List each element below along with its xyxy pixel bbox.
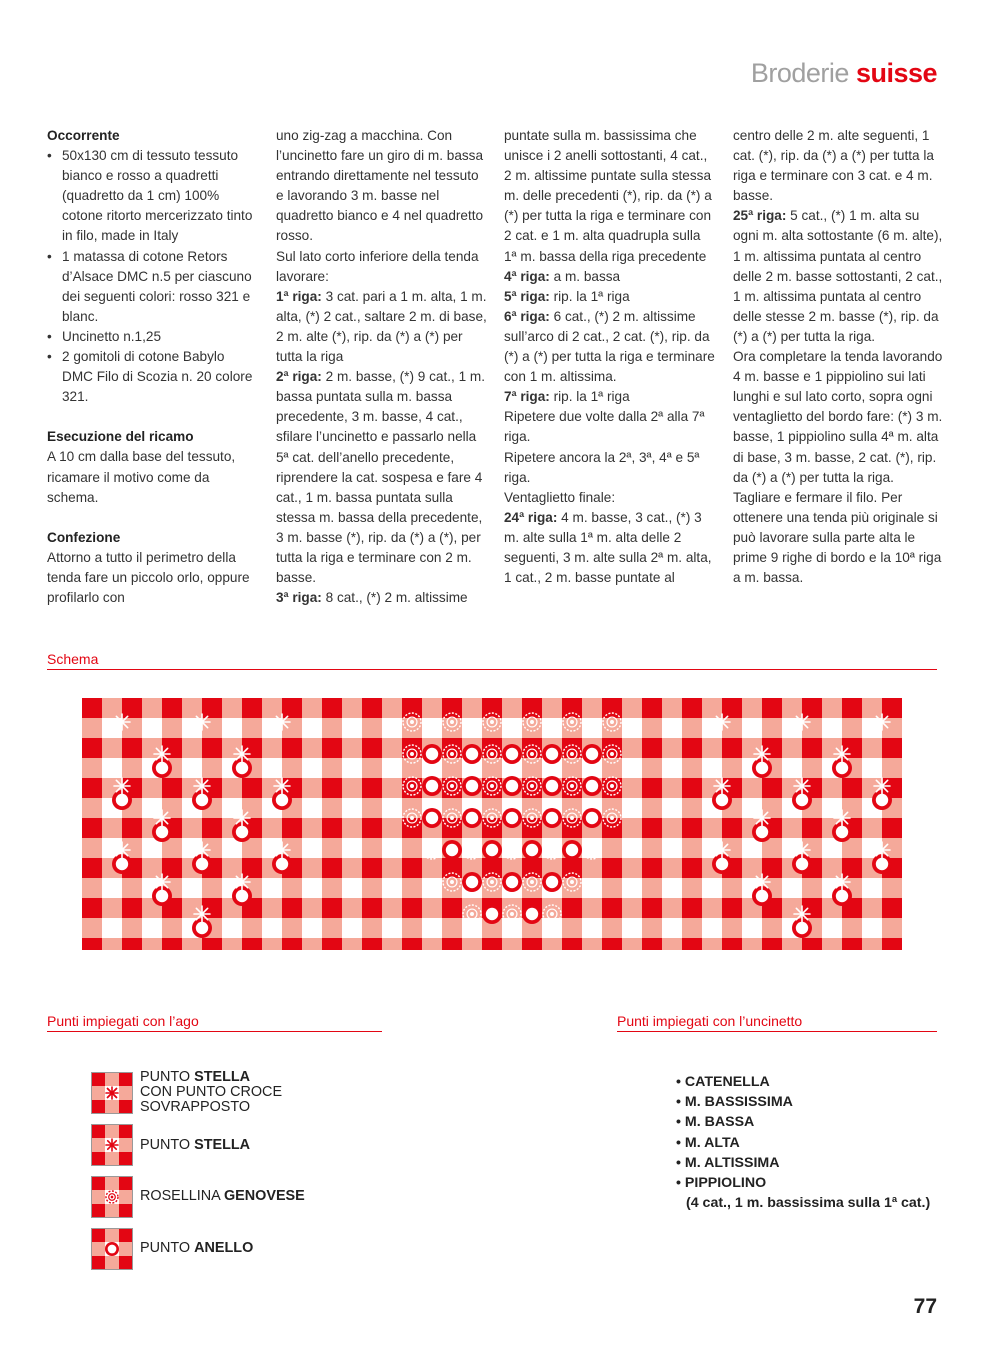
list-item: • Uncinetto n.1,25 <box>47 327 253 347</box>
list-item: • M. ALTISSIMA <box>676 1154 780 1171</box>
paragraph: Ventaglietto finale: <box>504 489 616 505</box>
column-2 <box>276 126 488 608</box>
list-item: • CATENELLA <box>676 1074 770 1090</box>
row-instruction: 3ª riga: 8 cat., (*) 2 m. altissime <box>276 590 468 606</box>
legend-label-ring: PUNTO ANELLO <box>140 1240 254 1256</box>
ago-section-label: Punti impiegati con l’ago <box>47 1013 199 1029</box>
list-item: • 50x130 cm di tessuto tessuto bianco e rosso a quadretti (quadretto da 1 cm) 100% cotone ritorto mercerizzato tinto in filo, made in Italy <box>47 146 253 246</box>
ring-icon <box>91 1228 133 1270</box>
paragraph: Ripetere ancora la 2ª, 3ª, 4ª e 5ª riga. <box>504 449 700 485</box>
rosette-icon <box>91 1176 133 1218</box>
paragraph: Ora completare la tenda lavorando 4 m. basse e 1 pippiolino sui lati lunghi e sul lato corto, sopra ogni ventaglietto del bordo fare: (*) 3 m. basse, 1 pippiolino sulla 4ª m. alta di base, 3 m. basse, 2 cat. (*), rip. da (*) a (*) per tutta la riga. Tagliare e fermare il filo. Per ottenere una tenda più originale si può lavorare sulla parte alta le prime 9 righe di bordo e la 10ª riga a m. bassa. <box>733 349 943 586</box>
paragraph: centro delle 2 m. alte seguenti, 1 cat. (*), rip. da (*) a (*) per tutta la riga e terminare con 3 cat. e 4 m. basse. <box>733 128 934 204</box>
paragraph: uno zig-zag a macchina. Con l’uncinetto fare un giro di m. bassa entrando direttamente nel tessuto e lavorando 3 m. basse nel quadretto bianco e 4 nel quadretto rosso. <box>276 128 484 244</box>
list-item: (4 cat., 1 m. bassissima sulla 1ª cat.) <box>686 1195 931 1212</box>
ago-rule <box>47 1031 382 1032</box>
column-3 <box>504 126 716 588</box>
legend-label-rosette: ROSELLINA GENOVESE <box>140 1188 305 1204</box>
confezione-heading: Confezione <box>47 529 121 545</box>
paragraph: puntate sulla m. bassissima che unisce i 2 anelli sottostanti, 4 cat., 2 m. altissime puntate sulla stessa m. delle precedenti (*), rip. da (*) a (*) per tutta la riga e terminare con 2 cat. e 1 m. alta quadrupla sulla 1ª m. bassa della riga precedente <box>504 128 712 264</box>
row-instruction: 25ª riga: 5 cat., (*) 1 m. alta su ogni m. alta sottostante (6 m. alte), 1 m. altissima puntata al centro delle 2 m. basse sottostanti, 2 cat., 1 m. altissima puntata al centro delle stesse 2 m. basse (*), rip. da (*) a (*) per tutta la riga. <box>733 208 943 344</box>
paragraph: Sul lato corto inferiore della tenda lavorare: <box>276 248 479 284</box>
row-instruction: 5ª riga: rip. la 1ª riga <box>504 288 630 304</box>
list-item: • M. BASSA <box>676 1114 755 1131</box>
row-instruction: 2ª riga: 2 m. basse, (*) 9 cat., 1 m. bassa puntata sulla m. bassa precedente, 3 m. basse, 4 cat., sfilare l’uncinetto e passarlo nella 5ª cat. dell’anello precedente, riprendere la cat. sospesa e fare 4 cat., 1 m. bassa puntata sulla stessa m. bassa della precedente, 3 m. basse (*), rip. da (*) a (*), per tutta la riga e terminare con 2 m. basse. <box>276 369 486 586</box>
paragraph: Ripetere due volte dalla 2ª alla 7ª riga. <box>504 409 705 445</box>
list-item: • M. BASSISSIMA <box>676 1094 793 1111</box>
uncinetto-list <box>676 1072 930 1213</box>
page-header-title: Broderie suisse <box>750 58 937 88</box>
legend-label-star: PUNTO STELLA <box>140 1137 251 1153</box>
row-instruction: 7ª riga: rip. la 1ª riga <box>504 389 630 405</box>
row-instruction: 1ª riga: 3 cat. pari a 1 m. alta, 1 m. alta, (*) 2 cat., saltare 2 m. di base, 2 m. alte (*), rip. da (*) a (*) per tutta la riga <box>276 288 487 365</box>
embroidery-pattern <box>82 698 902 950</box>
uncinetto-rule <box>617 1031 937 1032</box>
uncinetto-section-label: Punti impiegati con l’uncinetto <box>617 1013 803 1029</box>
star-icon <box>91 1124 133 1166</box>
occorrente-heading: Occorrente <box>47 128 120 143</box>
star-cross-icon <box>91 1072 133 1114</box>
column-4 <box>733 126 945 588</box>
column-1 <box>47 126 253 608</box>
confezione-text: Attorno a tutto il perimetro della tenda fare un piccolo orlo, oppure profilarlo con <box>47 549 250 605</box>
row-instruction: 4ª riga: a m. bassa <box>504 268 621 284</box>
row-instruction: 6ª riga: 6 cat., (*) 2 m. altissime sull’arco di 2 cat., 2 cat. (*), rip. da (*) a (*) per tutta la riga e terminare con 1 m. altissima. <box>504 308 715 385</box>
list-item: • M. ALTA <box>676 1134 740 1151</box>
list-item: • PIPPIOLINO <box>676 1175 767 1192</box>
esecuzione-text: A 10 cm dalla base del tessuto, ricamare il motivo come da schema. <box>47 449 236 505</box>
esecuzione-heading: Esecuzione del ricamo <box>47 429 194 445</box>
row-instruction: 24ª riga: 4 m. basse, 3 cat., (*) 3 m. alte sulla 1ª m. alta delle 2 seguenti, 3 m. alte sulla 2ª m. alta, 1 cat., 2 m. basse puntate al <box>504 509 712 586</box>
list-item: • 1 matassa di cotone Retors d’Alsace DMC n.5 per ciascuno dei seguenti colori: rosso 321 e blanc. <box>47 247 253 327</box>
list-item: • 2 gomitoli di cotone Babylo DMC Filo di Scozia n. 20 colore 321. <box>47 347 253 407</box>
schema-label: Schema <box>47 651 99 667</box>
schema-rule <box>47 669 937 670</box>
page-number: 77 <box>913 1295 937 1318</box>
legend-label-star-cross: PUNTO STELLA CON PUNTO CROCE SOVRAPPOSTO <box>140 1069 283 1115</box>
